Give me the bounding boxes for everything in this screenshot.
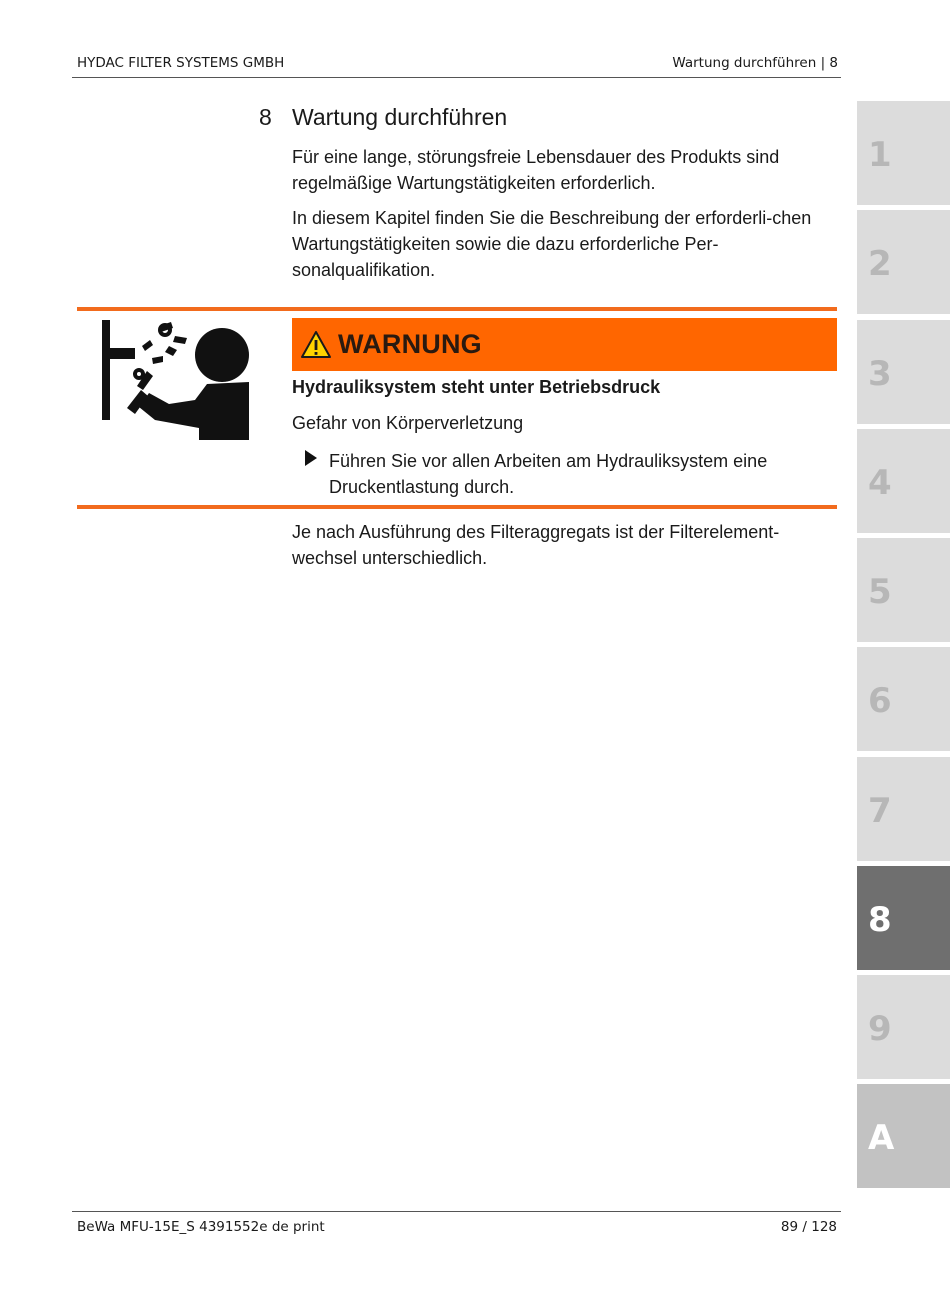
chapter-tab-appendix[interactable] <box>857 1084 950 1188</box>
chapter-tab-label: 7 <box>868 791 892 831</box>
closing-paragraph: Je nach Ausführung des Filteraggregats ist der Filterelement-wechsel unterschiedlich. <box>292 522 780 568</box>
chapter-tab-9[interactable] <box>857 975 950 1079</box>
chapter-tab-4[interactable] <box>857 429 950 533</box>
chapter-title: Wartung durchführen <box>292 104 508 130</box>
chapter-tab-label: 5 <box>868 572 892 612</box>
chapter-tab-3[interactable] <box>857 320 950 424</box>
chapter-tab-1[interactable] <box>857 101 950 205</box>
warning-signal-word: WARNUNG <box>338 329 482 359</box>
warning-bottom-rule <box>77 505 837 509</box>
warning-consequence: Gefahr von Körperverletzung <box>292 413 524 433</box>
header-section: Wartung durchführen | 8 <box>672 55 838 71</box>
chapter-tab-2[interactable] <box>857 210 950 314</box>
chapter-tab-6[interactable] <box>857 647 950 751</box>
warning-action: Führen Sie vor allen Arbeiten am Hydrauliksystem eine Druckentlastung durch. <box>329 451 768 497</box>
chapter-tab-label: 3 <box>868 354 892 394</box>
footer-document-id: BeWa MFU-15E_S 4391552e de print <box>77 1219 325 1235</box>
intro-paragraph-1: Für eine lange, störungsfreie Lebensdauer des Produkts sind regelmäßige Wartungstätigkeiten erforderlich. <box>292 147 780 193</box>
header-divider <box>72 77 841 78</box>
chapter-tab-label: 6 <box>868 681 892 721</box>
chapter-tab-label: A <box>868 1118 895 1158</box>
action-arrow-icon <box>305 450 317 466</box>
chapter-tab-label: 8 <box>868 900 892 940</box>
footer-page-number: 89 / 128 <box>780 1219 837 1235</box>
chapter-tab-5[interactable] <box>857 538 950 642</box>
warning-signal-bar <box>292 318 837 371</box>
chapter-tab-8[interactable] <box>857 866 950 970</box>
warning-top-rule <box>77 307 837 311</box>
chapter-tab-label: 4 <box>868 463 892 503</box>
chapter-tab-label: 9 <box>868 1009 892 1049</box>
intro-paragraph-2: In diesem Kapitel finden Sie die Beschreibung der erforderli-chen Wartungstätigkeiten sowie die dazu erforderliche Per-sonalqualifikation. <box>292 208 812 280</box>
warning-triangle-icon <box>300 330 332 360</box>
pressurized-system-pictogram <box>97 316 253 444</box>
header-company: HYDAC FILTER SYSTEMS GMBH <box>77 55 285 71</box>
footer-divider <box>72 1211 841 1212</box>
chapter-tab-7[interactable] <box>857 757 950 861</box>
chapter-number: 8 <box>259 104 272 130</box>
chapter-tab-label: 2 <box>868 244 892 284</box>
chapter-tab-label: 1 <box>868 135 892 175</box>
warning-hazard: Hydrauliksystem steht unter Betriebsdruck <box>292 377 661 397</box>
